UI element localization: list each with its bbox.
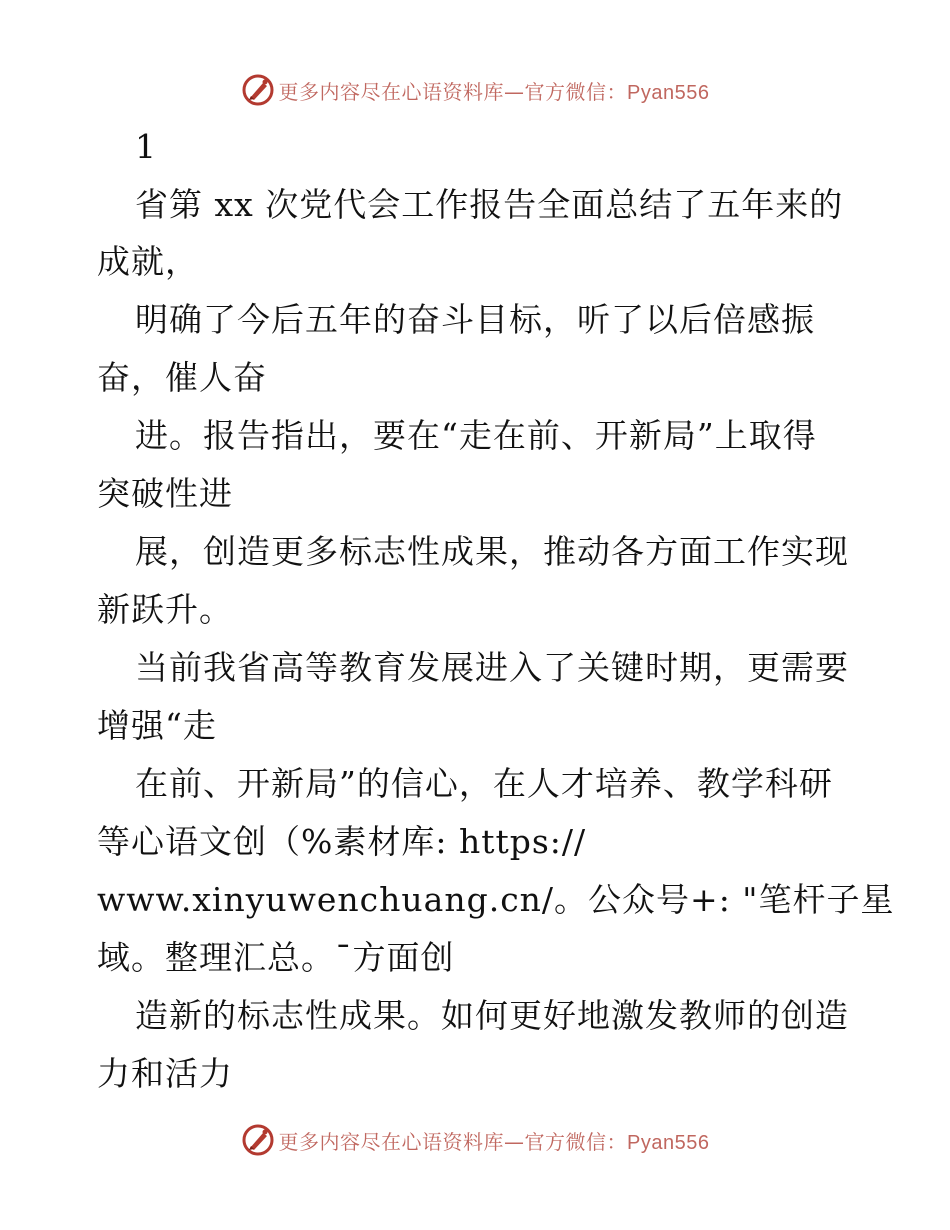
footer-watermark [0,1120,950,1160]
text-line: 新跃升。 [97,590,233,629]
text-line: 明确了今后五年的奋斗目标，听了以后倍感振 [135,300,815,339]
watermark-wechat-id: Pyan556 [627,1131,710,1154]
page-number: 1 [135,127,157,166]
text-line: 在前、开新局”的信心，在人才培养、教学科研 [135,764,833,803]
text-line: 当前我省高等教育发展进入了关键时期，更需要 [135,648,849,687]
text-line: 成就， [97,242,199,281]
header-watermark [0,70,950,110]
watermark-dash: — [504,1129,525,1154]
watermark-dash: — [504,79,525,104]
text-line: 进。报告指出，要在“走在前、开新局”上取得 [135,416,817,455]
text-line: 造新的标志性成果。如何更好地激发教师的创造 [135,996,849,1035]
text-line: 省第 xx 次党代会工作报告全面总结了五年来的 [135,185,844,224]
watermark-cn: 更多内容尽在心语资料库 [278,79,505,104]
watermark-text [279,76,710,105]
watermark-wechat-label: 官方微信： [524,1129,628,1154]
watermark-wechat-label: 官方微信： [524,79,628,104]
text-line: 域。整理汇总。¯方面创 [97,938,455,977]
text-line: 突破性进 [97,474,233,513]
text-line: 力和活力 [97,1054,233,1093]
watermark-text [279,1126,710,1155]
watermark-wechat-id: Pyan556 [627,81,710,104]
text-line: 等心语文创（%素材库: https:// [97,822,587,861]
text-line: 增强“走 [97,706,217,745]
text-line: www.xinyuwenchuang.cn/。公众号+: "笔杆子星 [97,880,895,919]
text-line: 奋，催人奋 [97,358,267,397]
text-line: 展，创造更多标志性成果，推动各方面工作实现 [135,532,849,571]
pen-logo-icon [241,1123,275,1157]
watermark-cn: 更多内容尽在心语资料库 [278,1129,505,1154]
pen-logo-icon [241,73,275,107]
